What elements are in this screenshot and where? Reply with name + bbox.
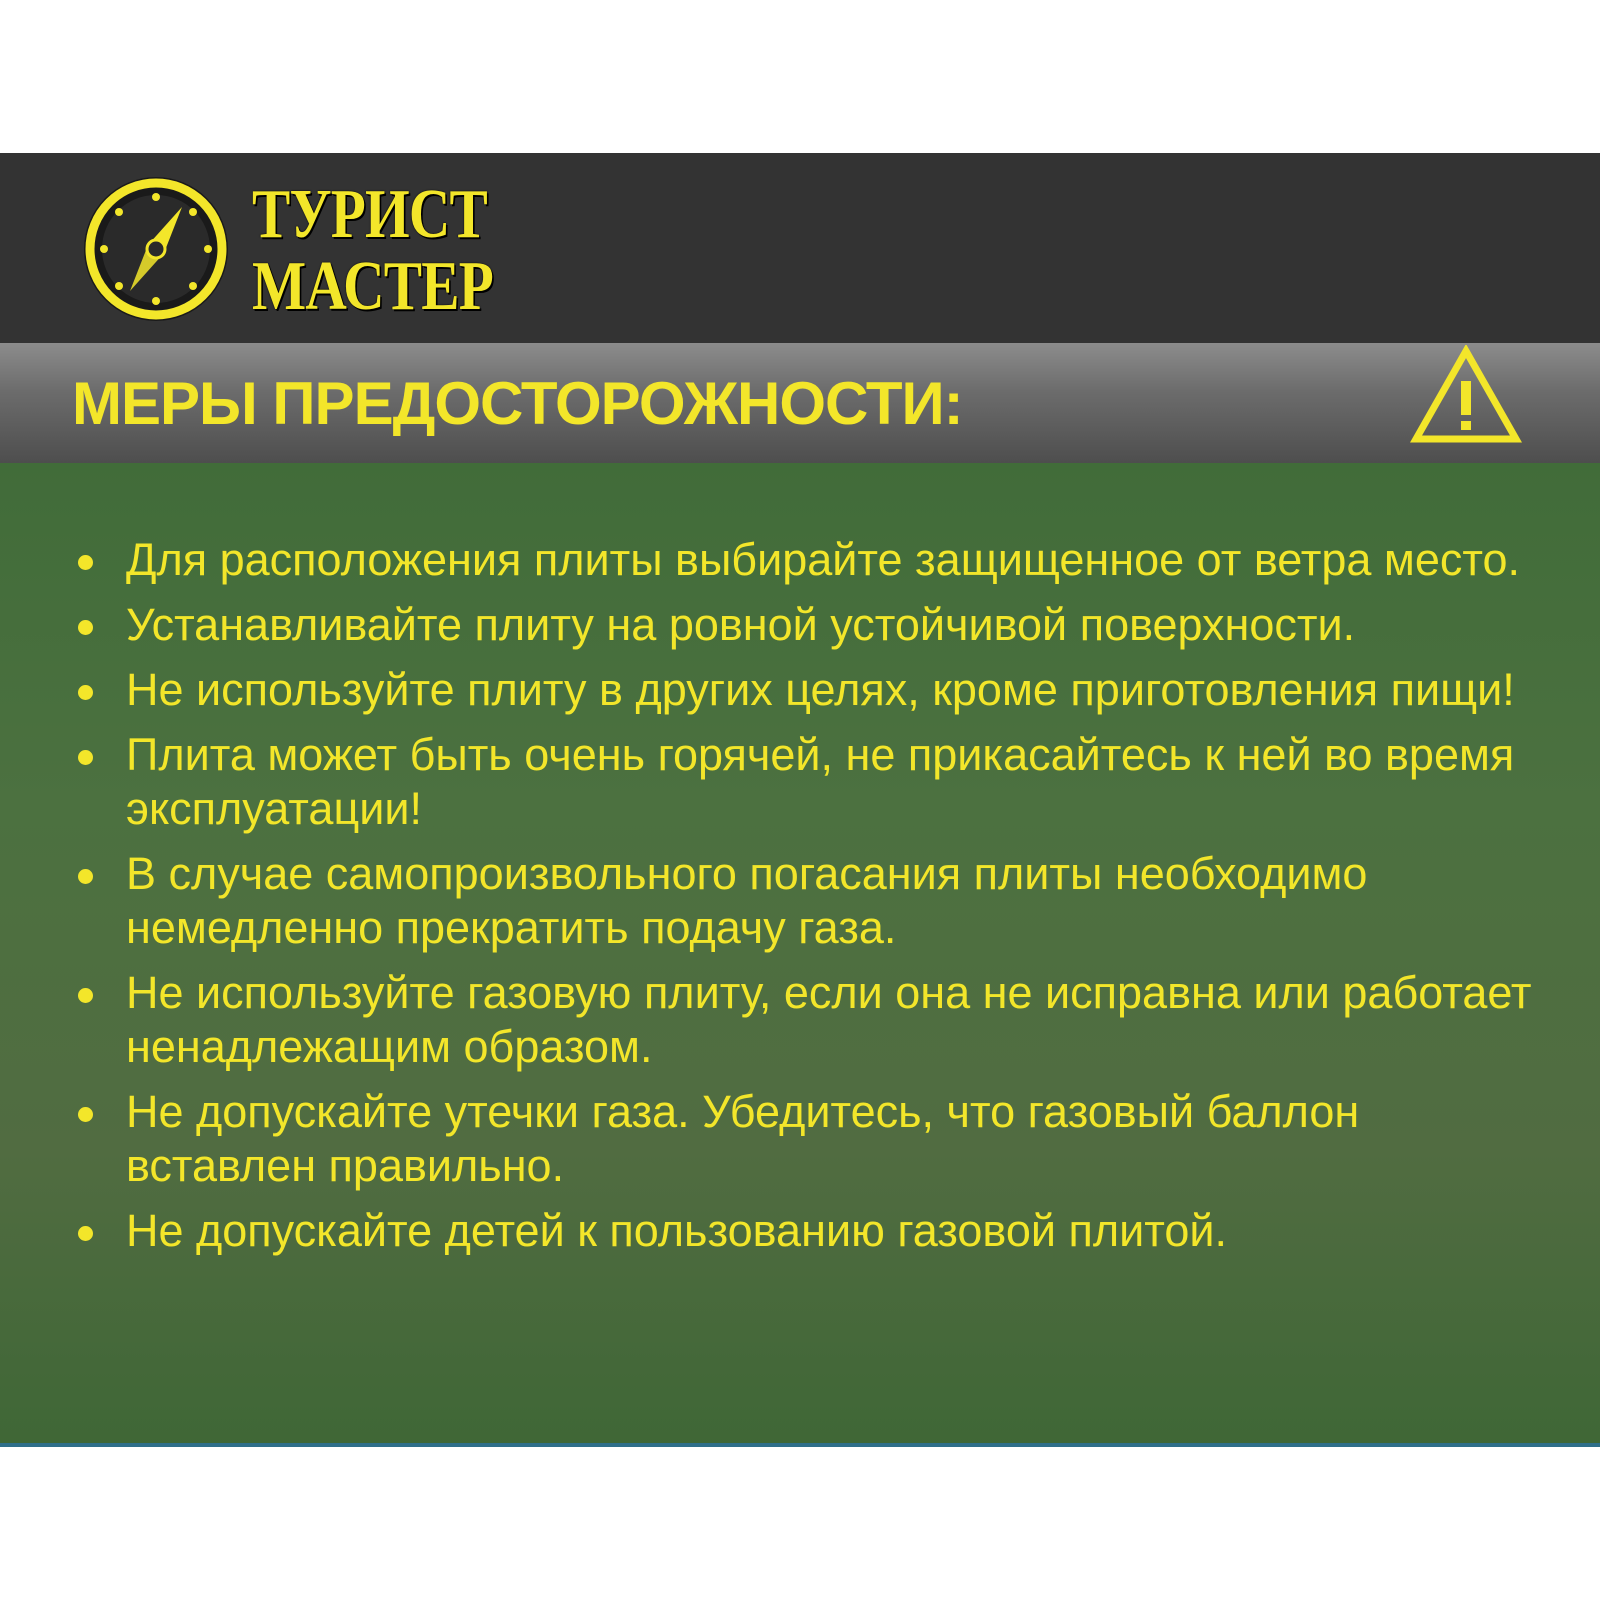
bullet-icon: [78, 685, 93, 700]
bullet-icon: [78, 1107, 93, 1122]
list-item-text: Для расположения плиты выбирайте защищенное от ветра место.: [126, 534, 1521, 585]
list-item-text: Не допускайте утечки газа. Убедитесь, что газовый баллон вставлен правильно.: [126, 1086, 1360, 1191]
bullet-icon: [78, 750, 93, 765]
list-item: [0, 533, 1600, 587]
bullet-icon: [78, 1226, 93, 1241]
list-item: [0, 847, 1600, 955]
brand-name: [252, 176, 546, 325]
bullet-icon: [78, 555, 93, 570]
list-item-text: Устанавливайте плиту на ровной устойчивой поверхности.: [126, 599, 1356, 650]
list-item: [0, 966, 1600, 1074]
safety-panel: [0, 153, 1600, 1447]
bullet-icon: [78, 988, 93, 1003]
list-item: [0, 1085, 1600, 1193]
bullet-icon: [78, 869, 93, 884]
warning-triangle-icon: [1410, 345, 1522, 445]
list-item: [0, 1204, 1600, 1258]
brand-line-1: ТУРИСТ: [252, 176, 487, 253]
precautions-list: [0, 533, 1600, 1269]
precautions-body: [0, 463, 1600, 1447]
list-item: [0, 663, 1600, 717]
brand-header: [0, 153, 1600, 343]
list-item: [0, 728, 1600, 836]
list-item-text: Плита может быть очень горячей, не прикасайтесь к ней во время эксплуатации!: [126, 729, 1515, 834]
list-item-text: Не используйте газовую плиту, если она не исправна или работает ненадлежащим образом.: [126, 967, 1532, 1072]
list-item: [0, 598, 1600, 652]
bullet-icon: [78, 620, 93, 635]
compass-icon: [78, 171, 234, 327]
page-title: МЕРЫ ПРЕДОСТОРОЖНОСТИ:: [72, 370, 963, 437]
list-item-text: В случае самопроизвольного погасания плиты необходимо немедленно прекратить подачу газа.: [126, 848, 1368, 953]
list-item-text: Не используйте плиту в других целях, кроме приготовления пищи!: [126, 664, 1515, 715]
list-item-text: Не допускайте детей к пользованию газовой плитой.: [126, 1205, 1228, 1256]
bottom-divider: [0, 1443, 1600, 1447]
brand-line-2: МАСТЕР: [252, 248, 493, 325]
title-band: [0, 343, 1600, 463]
